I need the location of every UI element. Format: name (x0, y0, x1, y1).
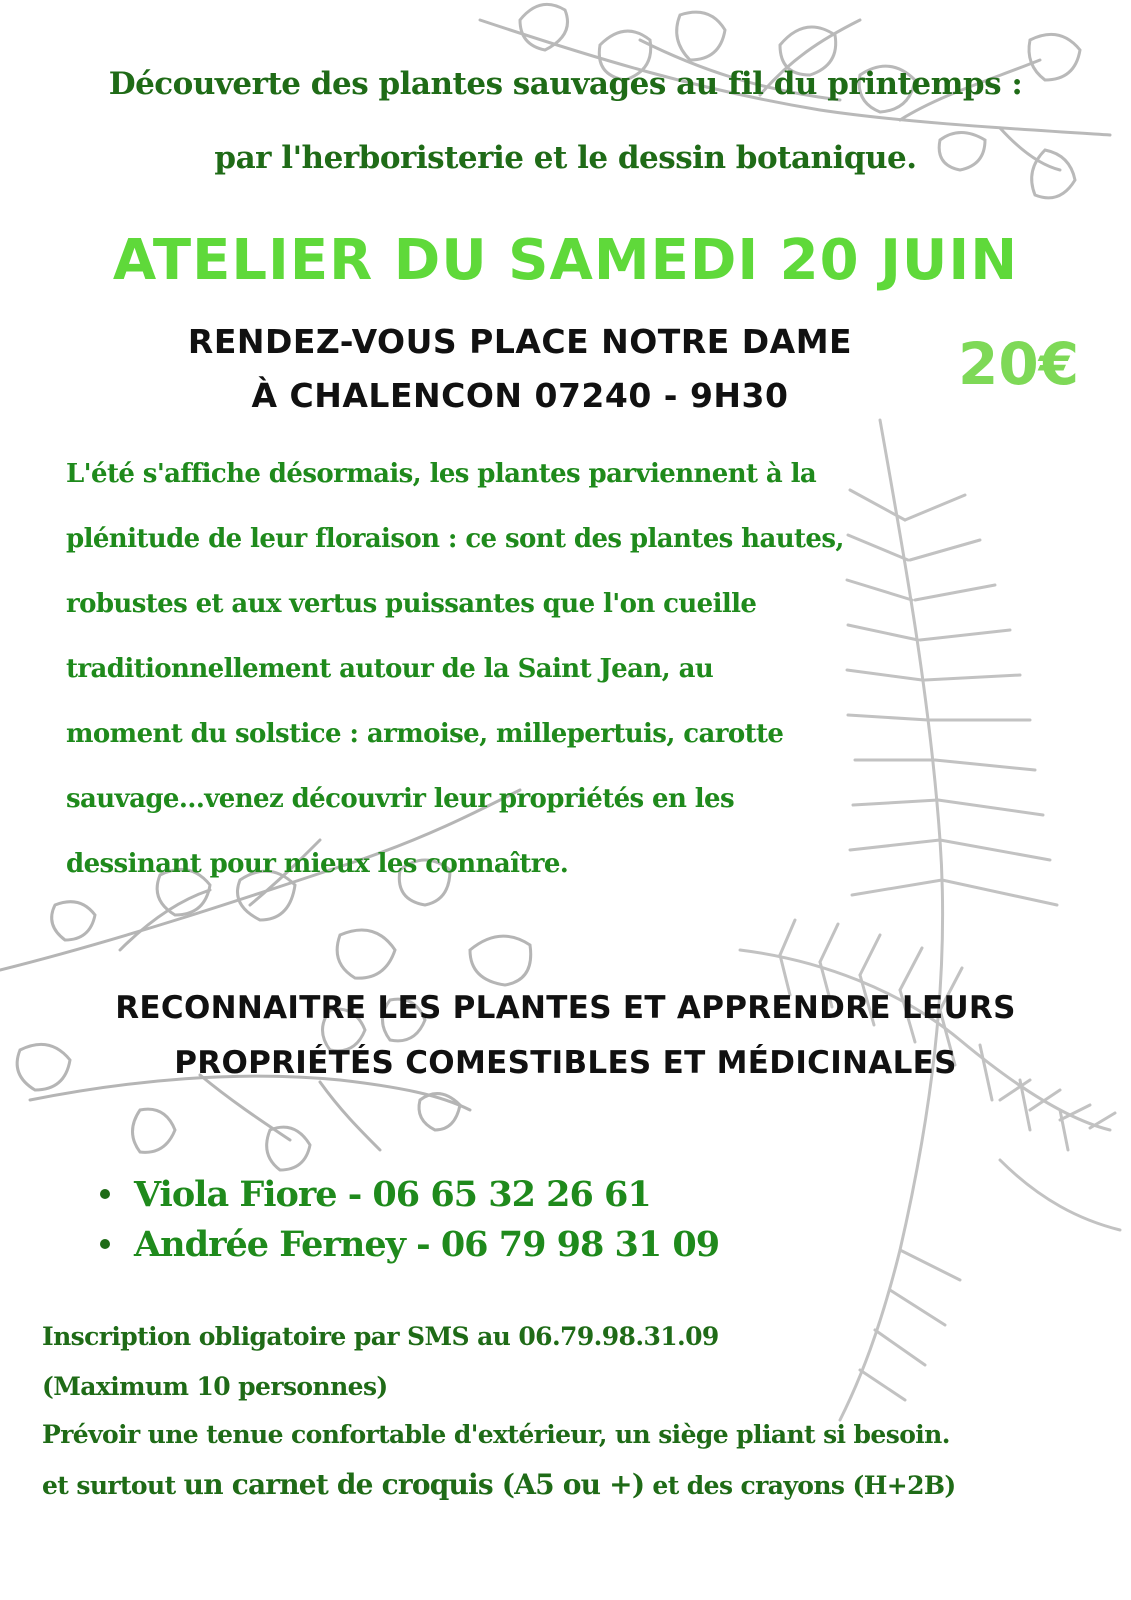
cta-line-2: PROPRIÉTÉS COMESTIBLES ET MÉDICINALES (174, 1045, 957, 1081)
event-title: ATELIER DU SAMEDI 20 JUIN (112, 228, 1019, 293)
cta-line-1: RECONNAITRE LES PLANTES ET APPRENDRE LEURS (115, 990, 1016, 1026)
maximum-info: (Maximum 10 personnes) (42, 1372, 388, 1401)
description-line: dessinant pour mieux les connaître. (66, 849, 569, 879)
bring-info: Prévoir une tenue confortable d'extérieur, un siège pliant si besoin. (42, 1420, 950, 1449)
bring-prefix: et surtout (42, 1471, 184, 1500)
meeting-line-2: À CHALENCON 07240 - 9H30 (251, 376, 789, 415)
contact-text: Viola Fiore - 06 65 32 26 61 (134, 1174, 651, 1215)
intro-line-1: Découverte des plantes sauvages au fil du printemps : (108, 66, 1023, 102)
contact-text: Andrée Ferney - 06 79 98 31 09 (134, 1224, 720, 1265)
contact-item (100, 1220, 719, 1270)
description-line: plénitude de leur floraison : ce sont des plantes hautes, (66, 524, 844, 554)
description-line: moment du solstice : armoise, millepertuis, carotte (66, 719, 784, 749)
registration-info: Inscription obligatoire par SMS au 06.79.98.31.09 (42, 1322, 719, 1351)
sketchbook-emphasis: un carnet de croquis (A5 ou +) (183, 1468, 645, 1501)
contact-item (100, 1170, 719, 1220)
bring-suffix: et des crayons (H+2B) (652, 1471, 956, 1500)
contact-list (100, 1170, 719, 1270)
intro-line-2: par l'herboristerie et le dessin botanique. (214, 140, 917, 176)
bullet-icon (100, 1239, 110, 1249)
description-line: robustes et aux vertus puissantes que l'on cueille (66, 589, 757, 619)
description-line: traditionnellement autour de la Saint Jean, au (66, 654, 714, 684)
bullet-icon (100, 1189, 110, 1199)
price-label: 20€ (958, 330, 1080, 398)
description-line: sauvage…venez découvrir leur propriétés en les (66, 784, 734, 814)
description-line: L'été s'affiche désormais, les plantes parviennent à la (66, 459, 817, 489)
bring-info-2 (42, 1468, 956, 1501)
description (66, 442, 1006, 897)
meeting-line-1: RENDEZ-VOUS PLACE NOTRE DAME (187, 322, 853, 361)
